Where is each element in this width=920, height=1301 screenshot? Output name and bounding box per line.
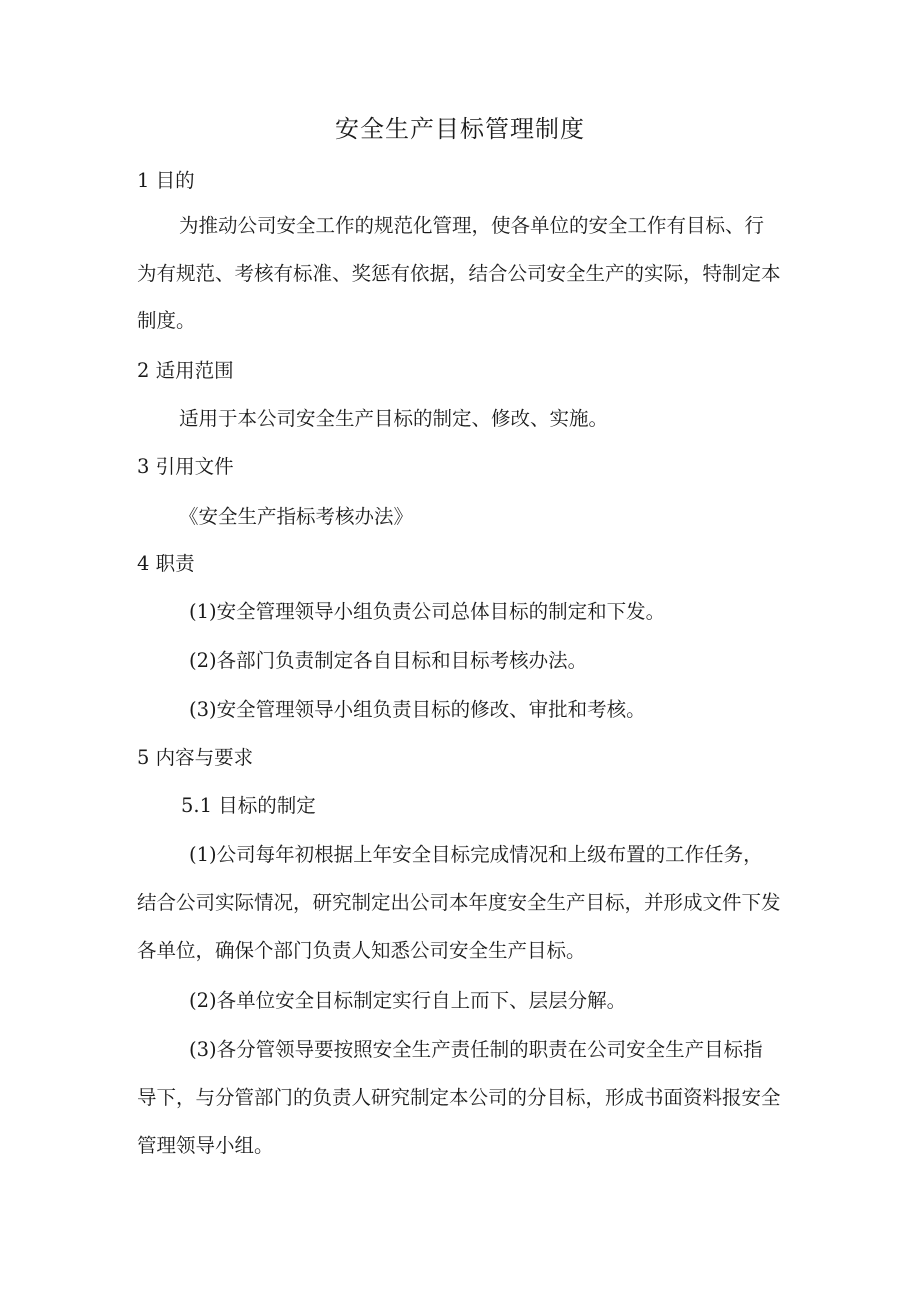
section-5-1-p1-line-1: (1)公司每年初根据上年安全目标完成情况和上级布置的工作任务， (189, 843, 763, 866)
section-1-heading: 1 目的 (137, 169, 195, 192)
section-4-item-1: (1)安全管理领导小组负责公司总体目标的制定和下发。 (189, 600, 666, 623)
section-3-reference: 《安全生产指标考核办法》 (179, 505, 414, 528)
section-3-heading: 3 引用文件 (137, 455, 234, 478)
section-1-paragraph-line-1: 为推动公司安全工作的规范化管理，使各单位的安全工作有目标、行 (179, 214, 765, 237)
section-5-1-p1-line-3: 各单位，确保个部门负责人知悉公司安全生产目标。 (137, 939, 586, 962)
section-2-heading: 2 适用范围 (137, 359, 234, 382)
section-4-heading: 4 职责 (137, 552, 195, 575)
section-5-heading: 5 内容与要求 (137, 746, 254, 769)
section-5-1-p2: (2)各单位安全目标制定实行自上而下、层层分解。 (189, 989, 627, 1012)
section-4-item-3: (3)安全管理领导小组负责目标的修改、审批和考核。 (189, 698, 646, 721)
document-title: 安全生产目标管理制度 (335, 115, 585, 143)
section-2-text: 适用于本公司安全生产目标的制定、修改、实施。 (179, 407, 609, 430)
section-4-item-2: (2)各部门负责制定各自目标和目标考核办法。 (189, 649, 588, 672)
section-5-1-p3-line-2: 导下，与分管部门的负责人研究制定本公司的分目标，形成书面资料报安全 (137, 1086, 781, 1109)
section-5-1-p1-line-2: 结合公司实际情况，研究制定出公司本年度安全生产目标，并形成文件下发 (137, 891, 781, 914)
section-5-1-heading: 5.1 目标的制定 (181, 794, 316, 817)
section-1-paragraph-line-3: 制度。 (137, 309, 196, 332)
section-5-1-p3-line-1: (3)各分管领导要按照安全生产责任制的职责在公司安全生产目标指 (189, 1038, 763, 1061)
section-1-paragraph-line-2: 为有规范、考核有标准、奖惩有依据，结合公司安全生产的实际，特制定本 (137, 262, 781, 285)
section-5-1-p3-line-3: 管理领导小组。 (137, 1134, 274, 1157)
